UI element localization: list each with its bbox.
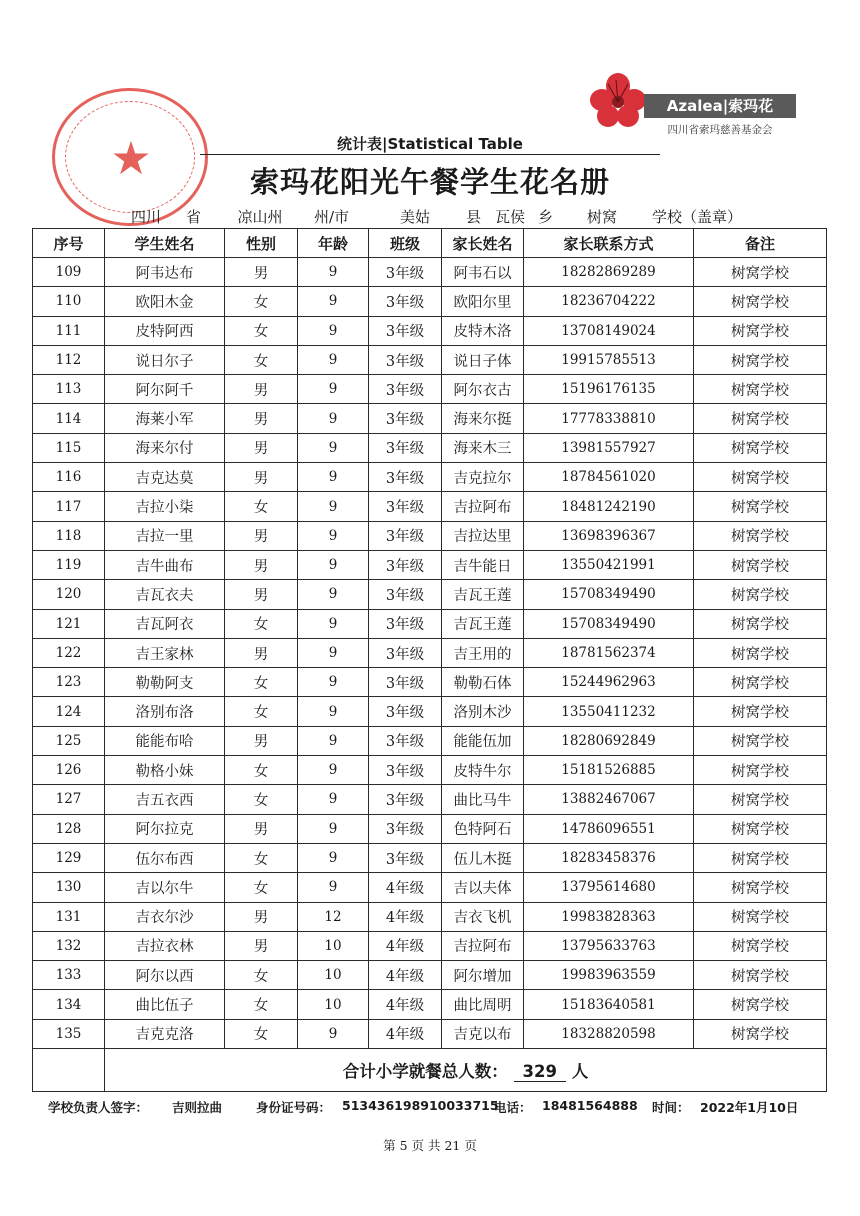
cell-parent-name: 洛别木沙 [442, 697, 524, 726]
cell-parent-name: 皮特牛尔 [442, 756, 524, 785]
cell-age: 9 [298, 668, 369, 697]
table-row [33, 463, 827, 492]
cell-age: 10 [298, 990, 369, 1019]
cell-student-name: 洛别布洛 [105, 697, 225, 726]
cell-age: 10 [298, 961, 369, 990]
cell-parent-phone: 18282869289 [524, 258, 694, 287]
date-label: 时间： [652, 1100, 690, 1115]
cell-grade: 3年级 [369, 668, 442, 697]
cell-age: 12 [298, 902, 369, 931]
cell-gender: 男 [225, 638, 298, 667]
township-value: 瓦侯 [486, 206, 534, 229]
cell-student-name: 伍尔布西 [105, 843, 225, 872]
cell-age: 9 [298, 404, 369, 433]
cell-student-name: 吉王家林 [105, 638, 225, 667]
cell-index: 125 [33, 726, 105, 755]
cell-age: 9 [298, 580, 369, 609]
table-row [33, 550, 827, 579]
province-value: 四川 [122, 206, 170, 229]
cell-parent-phone: 15183640581 [524, 990, 694, 1019]
cell-student-name: 海来尔付 [105, 433, 225, 462]
cell-gender: 男 [225, 726, 298, 755]
cell-student-name: 勒格小妹 [105, 756, 225, 785]
table-row [33, 492, 827, 521]
cell-parent-phone: 18784561020 [524, 463, 694, 492]
cell-index: 128 [33, 814, 105, 843]
cell-parent-phone: 19983828363 [524, 902, 694, 931]
cell-age: 9 [298, 258, 369, 287]
cell-parent-phone: 19983963559 [524, 961, 694, 990]
table-row [33, 814, 827, 843]
cell-index: 118 [33, 521, 105, 550]
cell-remark: 树窝学校 [694, 726, 827, 755]
cell-gender: 女 [225, 345, 298, 374]
cell-parent-name: 阿韦石以 [442, 258, 524, 287]
cell-parent-phone: 15196176135 [524, 375, 694, 404]
county-value: 美姑 [368, 206, 462, 229]
cell-parent-name: 阿尔增加 [442, 961, 524, 990]
cell-grade: 3年级 [369, 726, 442, 755]
header-parent-name: 家长姓名 [442, 229, 524, 258]
cell-age: 10 [298, 931, 369, 960]
cell-age: 9 [298, 316, 369, 345]
header-student-name: 学生姓名 [105, 229, 225, 258]
cell-index: 109 [33, 258, 105, 287]
page-number: 第 5 页 共 21 页 [383, 1138, 477, 1153]
cell-grade: 3年级 [369, 697, 442, 726]
table-row [33, 843, 827, 872]
cell-parent-name: 海来尔挺 [442, 404, 524, 433]
cell-remark: 树窝学校 [694, 580, 827, 609]
table-row [33, 345, 827, 374]
cell-remark: 树窝学校 [694, 492, 827, 521]
cell-gender: 女 [225, 843, 298, 872]
cell-remark: 树窝学校 [694, 258, 827, 287]
cell-gender: 女 [225, 492, 298, 521]
cell-remark: 树窝学校 [694, 521, 827, 550]
cell-age: 9 [298, 550, 369, 579]
cell-gender: 男 [225, 375, 298, 404]
cell-remark: 树窝学校 [694, 931, 827, 960]
header-remark: 备注 [694, 229, 827, 258]
total-label: 合计小学就餐总人数： [342, 1062, 508, 1082]
cell-grade: 3年级 [369, 345, 442, 374]
cell-parent-phone: 13550421991 [524, 550, 694, 579]
cell-parent-phone: 13981557927 [524, 433, 694, 462]
cell-age: 9 [298, 375, 369, 404]
cell-remark: 树窝学校 [694, 463, 827, 492]
cell-remark: 树窝学校 [694, 873, 827, 902]
cell-index: 133 [33, 961, 105, 990]
cell-age: 9 [298, 814, 369, 843]
cell-age: 9 [298, 609, 369, 638]
logo-brand: Azalea|索玛花 [644, 94, 796, 118]
cell-age: 9 [298, 756, 369, 785]
cell-parent-name: 吉克拉尔 [442, 463, 524, 492]
cell-age: 9 [298, 521, 369, 550]
table-row [33, 785, 827, 814]
cell-parent-name: 吉王用的 [442, 638, 524, 667]
cell-parent-phone: 13882467067 [524, 785, 694, 814]
cell-gender: 男 [225, 433, 298, 462]
total-unit: 人 [571, 1062, 589, 1082]
header-grade: 班级 [369, 229, 442, 258]
county-unit: 县 [466, 208, 482, 226]
school-value: 树窝 [558, 206, 646, 229]
cell-age: 9 [298, 697, 369, 726]
cell-index: 135 [33, 1019, 105, 1048]
cell-student-name: 阿尔阿千 [105, 375, 225, 404]
header-parent-phone: 家长联系方式 [524, 229, 694, 258]
cell-gender: 女 [225, 1019, 298, 1048]
cell-parent-name: 阿尔衣古 [442, 375, 524, 404]
cell-grade: 3年级 [369, 550, 442, 579]
cell-student-name: 能能布哈 [105, 726, 225, 755]
cell-student-name: 吉五衣西 [105, 785, 225, 814]
cell-parent-phone: 18280692849 [524, 726, 694, 755]
cell-remark: 树窝学校 [694, 785, 827, 814]
cell-student-name: 吉牛曲布 [105, 550, 225, 579]
cell-remark: 树窝学校 [694, 609, 827, 638]
cell-remark: 树窝学校 [694, 1019, 827, 1048]
cell-parent-name: 吉拉达里 [442, 521, 524, 550]
azalea-flower-icon [588, 72, 648, 134]
table-row [33, 902, 827, 931]
cell-index: 122 [33, 638, 105, 667]
table-row [33, 521, 827, 550]
principal-name: 吉则拉曲 [172, 1100, 223, 1115]
cell-index: 130 [33, 873, 105, 902]
total-value: 329 [514, 1062, 566, 1082]
cell-gender: 男 [225, 404, 298, 433]
province-unit: 省 [186, 208, 202, 226]
cell-parent-name: 伍儿木挺 [442, 843, 524, 872]
cell-index: 134 [33, 990, 105, 1019]
cell-gender: 女 [225, 287, 298, 316]
table-body [33, 258, 827, 1049]
cell-grade: 3年级 [369, 258, 442, 287]
header-index: 序号 [33, 229, 105, 258]
cell-index: 110 [33, 287, 105, 316]
table-row [33, 990, 827, 1019]
cell-index: 119 [33, 550, 105, 579]
cell-age: 9 [298, 726, 369, 755]
table-row [33, 756, 827, 785]
table-row [33, 638, 827, 667]
cell-parent-name: 吉拉阿布 [442, 492, 524, 521]
cell-remark: 树窝学校 [694, 843, 827, 872]
cell-student-name: 曲比伍子 [105, 990, 225, 1019]
cell-index: 112 [33, 345, 105, 374]
table-row [33, 697, 827, 726]
cell-gender: 女 [225, 785, 298, 814]
cell-parent-name: 皮特木洛 [442, 316, 524, 345]
cell-parent-name: 说日子体 [442, 345, 524, 374]
cell-age: 9 [298, 463, 369, 492]
cell-index: 121 [33, 609, 105, 638]
cell-parent-name: 吉衣飞机 [442, 902, 524, 931]
cell-index: 123 [33, 668, 105, 697]
cell-parent-name: 曲比马牛 [442, 785, 524, 814]
cell-student-name: 吉克达莫 [105, 463, 225, 492]
cell-grade: 3年级 [369, 316, 442, 345]
cell-index: 126 [33, 756, 105, 785]
cell-gender: 男 [225, 258, 298, 287]
cell-parent-name: 吉瓦王莲 [442, 609, 524, 638]
student-roster-table [32, 228, 827, 1092]
table-row [33, 726, 827, 755]
cell-student-name: 吉以尔牛 [105, 873, 225, 902]
cell-remark: 树窝学校 [694, 550, 827, 579]
cell-grade: 4年级 [369, 931, 442, 960]
cell-remark: 树窝学校 [694, 433, 827, 462]
cell-remark: 树窝学校 [694, 668, 827, 697]
cell-gender: 女 [225, 990, 298, 1019]
cell-grade: 4年级 [369, 1019, 442, 1048]
prefecture-unit: 州/市 [314, 208, 350, 226]
cell-parent-name: 曲比周明 [442, 990, 524, 1019]
cell-grade: 4年级 [369, 961, 442, 990]
cell-age: 9 [298, 843, 369, 872]
subtitle-divider [200, 154, 660, 155]
cell-grade: 3年级 [369, 814, 442, 843]
cell-student-name: 吉拉一里 [105, 521, 225, 550]
cell-index: 114 [33, 404, 105, 433]
cell-student-name: 吉拉小柒 [105, 492, 225, 521]
cell-remark: 树窝学校 [694, 345, 827, 374]
logo-foundation-name: 四川省索玛慈善基金会 [667, 124, 773, 136]
header-age: 年龄 [298, 229, 369, 258]
cell-grade: 3年级 [369, 287, 442, 316]
cell-remark: 树窝学校 [694, 404, 827, 433]
id-label: 身份证号码： [256, 1100, 332, 1115]
cell-gender: 男 [225, 550, 298, 579]
cell-remark: 树窝学校 [694, 814, 827, 843]
cell-gender: 男 [225, 580, 298, 609]
cell-index: 117 [33, 492, 105, 521]
cell-parent-phone: 13698396367 [524, 521, 694, 550]
table-row [33, 287, 827, 316]
cell-index: 127 [33, 785, 105, 814]
cell-student-name: 吉瓦衣夫 [105, 580, 225, 609]
cell-parent-phone: 15244962963 [524, 668, 694, 697]
table-row [33, 668, 827, 697]
cell-gender: 男 [225, 521, 298, 550]
cell-parent-phone: 15708349490 [524, 580, 694, 609]
cell-parent-name: 吉牛能日 [442, 550, 524, 579]
cell-student-name: 阿尔以西 [105, 961, 225, 990]
cell-parent-phone: 14786096551 [524, 814, 694, 843]
cell-parent-name: 欧阳尔里 [442, 287, 524, 316]
cell-student-name: 吉瓦阿衣 [105, 609, 225, 638]
cell-student-name: 说日尔子 [105, 345, 225, 374]
cell-grade: 3年级 [369, 404, 442, 433]
cell-parent-phone: 18236704222 [524, 287, 694, 316]
cell-parent-phone: 13708149024 [524, 316, 694, 345]
seal-star-icon: ★ [110, 131, 152, 185]
cell-parent-name: 海来木三 [442, 433, 524, 462]
table-row [33, 609, 827, 638]
cell-remark: 树窝学校 [694, 697, 827, 726]
cell-grade: 4年级 [369, 990, 442, 1019]
cell-age: 9 [298, 1019, 369, 1048]
cell-remark: 树窝学校 [694, 756, 827, 785]
cell-parent-name: 能能伍加 [442, 726, 524, 755]
cell-student-name: 皮特阿西 [105, 316, 225, 345]
cell-remark: 树窝学校 [694, 287, 827, 316]
cell-index: 120 [33, 580, 105, 609]
cell-grade: 3年级 [369, 463, 442, 492]
cell-parent-phone: 18781562374 [524, 638, 694, 667]
cell-parent-phone: 13795633763 [524, 931, 694, 960]
cell-age: 9 [298, 785, 369, 814]
cell-index: 131 [33, 902, 105, 931]
cell-remark: 树窝学校 [694, 375, 827, 404]
principal-label: 学校负责人签字： [48, 1100, 149, 1115]
cell-parent-phone: 15708349490 [524, 609, 694, 638]
cell-grade: 3年级 [369, 843, 442, 872]
cell-index: 129 [33, 843, 105, 872]
total-cell [105, 1049, 827, 1092]
cell-parent-phone: 13550411232 [524, 697, 694, 726]
cell-parent-name: 色特阿石 [442, 814, 524, 843]
total-row [33, 1049, 827, 1092]
cell-remark: 树窝学校 [694, 316, 827, 345]
cell-index: 113 [33, 375, 105, 404]
cell-parent-name: 吉以夫体 [442, 873, 524, 902]
prefecture-value: 凉山州 [214, 206, 306, 229]
phone-label: 电话： [494, 1100, 532, 1115]
cell-student-name: 海莱小军 [105, 404, 225, 433]
cell-gender: 女 [225, 873, 298, 902]
cell-age: 9 [298, 638, 369, 667]
cell-student-name: 吉拉衣林 [105, 931, 225, 960]
cell-remark: 树窝学校 [694, 990, 827, 1019]
table-row [33, 931, 827, 960]
cell-index: 116 [33, 463, 105, 492]
table-row [33, 404, 827, 433]
total-spacer-cell [33, 1049, 105, 1092]
cell-grade: 4年级 [369, 902, 442, 931]
cell-parent-phone: 15181526885 [524, 756, 694, 785]
cell-student-name: 勒勒阿支 [105, 668, 225, 697]
cell-student-name: 吉克克洛 [105, 1019, 225, 1048]
table-row [33, 375, 827, 404]
cell-gender: 男 [225, 463, 298, 492]
township-unit: 乡 [538, 208, 554, 226]
cell-gender: 男 [225, 931, 298, 960]
cell-age: 9 [298, 345, 369, 374]
cell-index: 115 [33, 433, 105, 462]
cell-gender: 女 [225, 697, 298, 726]
cell-student-name: 阿韦达布 [105, 258, 225, 287]
school-unit: 学校（盖章） [652, 208, 743, 226]
cell-gender: 女 [225, 316, 298, 345]
cell-remark: 树窝学校 [694, 638, 827, 667]
cell-parent-name: 吉拉阿布 [442, 931, 524, 960]
cell-parent-name: 吉克以布 [442, 1019, 524, 1048]
cell-grade: 3年级 [369, 580, 442, 609]
cell-parent-phone: 19915785513 [524, 345, 694, 374]
page-title: 索玛花阳光午餐学生花名册 [249, 165, 610, 199]
cell-gender: 男 [225, 814, 298, 843]
cell-student-name: 吉衣尔沙 [105, 902, 225, 931]
cell-index: 111 [33, 316, 105, 345]
cell-grade: 3年级 [369, 638, 442, 667]
cell-grade: 3年级 [369, 609, 442, 638]
table-header-row [33, 229, 827, 258]
cell-parent-phone: 13795614680 [524, 873, 694, 902]
cell-parent-name: 勒勒石体 [442, 668, 524, 697]
cell-remark: 树窝学校 [694, 902, 827, 931]
table-row [33, 1019, 827, 1048]
cell-parent-phone: 18328820598 [524, 1019, 694, 1048]
cell-gender: 女 [225, 668, 298, 697]
cell-grade: 3年级 [369, 433, 442, 462]
cell-grade: 3年级 [369, 756, 442, 785]
id-number: 513436198910033715 [342, 1098, 499, 1113]
statistical-table-subtitle: 统计表|Statistical Table [337, 135, 523, 153]
table-row [33, 316, 827, 345]
cell-grade: 3年级 [369, 492, 442, 521]
cell-grade: 3年级 [369, 521, 442, 550]
cell-index: 132 [33, 931, 105, 960]
cell-student-name: 阿尔拉克 [105, 814, 225, 843]
cell-parent-phone: 18481242190 [524, 492, 694, 521]
cell-grade: 3年级 [369, 785, 442, 814]
cell-grade: 3年级 [369, 375, 442, 404]
cell-grade: 4年级 [369, 873, 442, 902]
table-row [33, 580, 827, 609]
cell-gender: 女 [225, 756, 298, 785]
cell-remark: 树窝学校 [694, 961, 827, 990]
header-gender: 性别 [225, 229, 298, 258]
cell-age: 9 [298, 433, 369, 462]
cell-parent-name: 吉瓦王莲 [442, 580, 524, 609]
table-row [33, 433, 827, 462]
cell-age: 9 [298, 492, 369, 521]
cell-parent-phone: 17778338810 [524, 404, 694, 433]
table-row [33, 873, 827, 902]
cell-age: 9 [298, 287, 369, 316]
table-row [33, 961, 827, 990]
foundation-logo [582, 72, 804, 142]
table-row [33, 258, 827, 287]
date-value: 2022年1月10日 [700, 1100, 799, 1115]
cell-index: 124 [33, 697, 105, 726]
cell-gender: 女 [225, 961, 298, 990]
cell-student-name: 欧阳木金 [105, 287, 225, 316]
cell-age: 9 [298, 873, 369, 902]
phone-number: 18481564888 [542, 1098, 638, 1113]
cell-parent-phone: 18283458376 [524, 843, 694, 872]
cell-gender: 女 [225, 609, 298, 638]
cell-gender: 男 [225, 902, 298, 931]
